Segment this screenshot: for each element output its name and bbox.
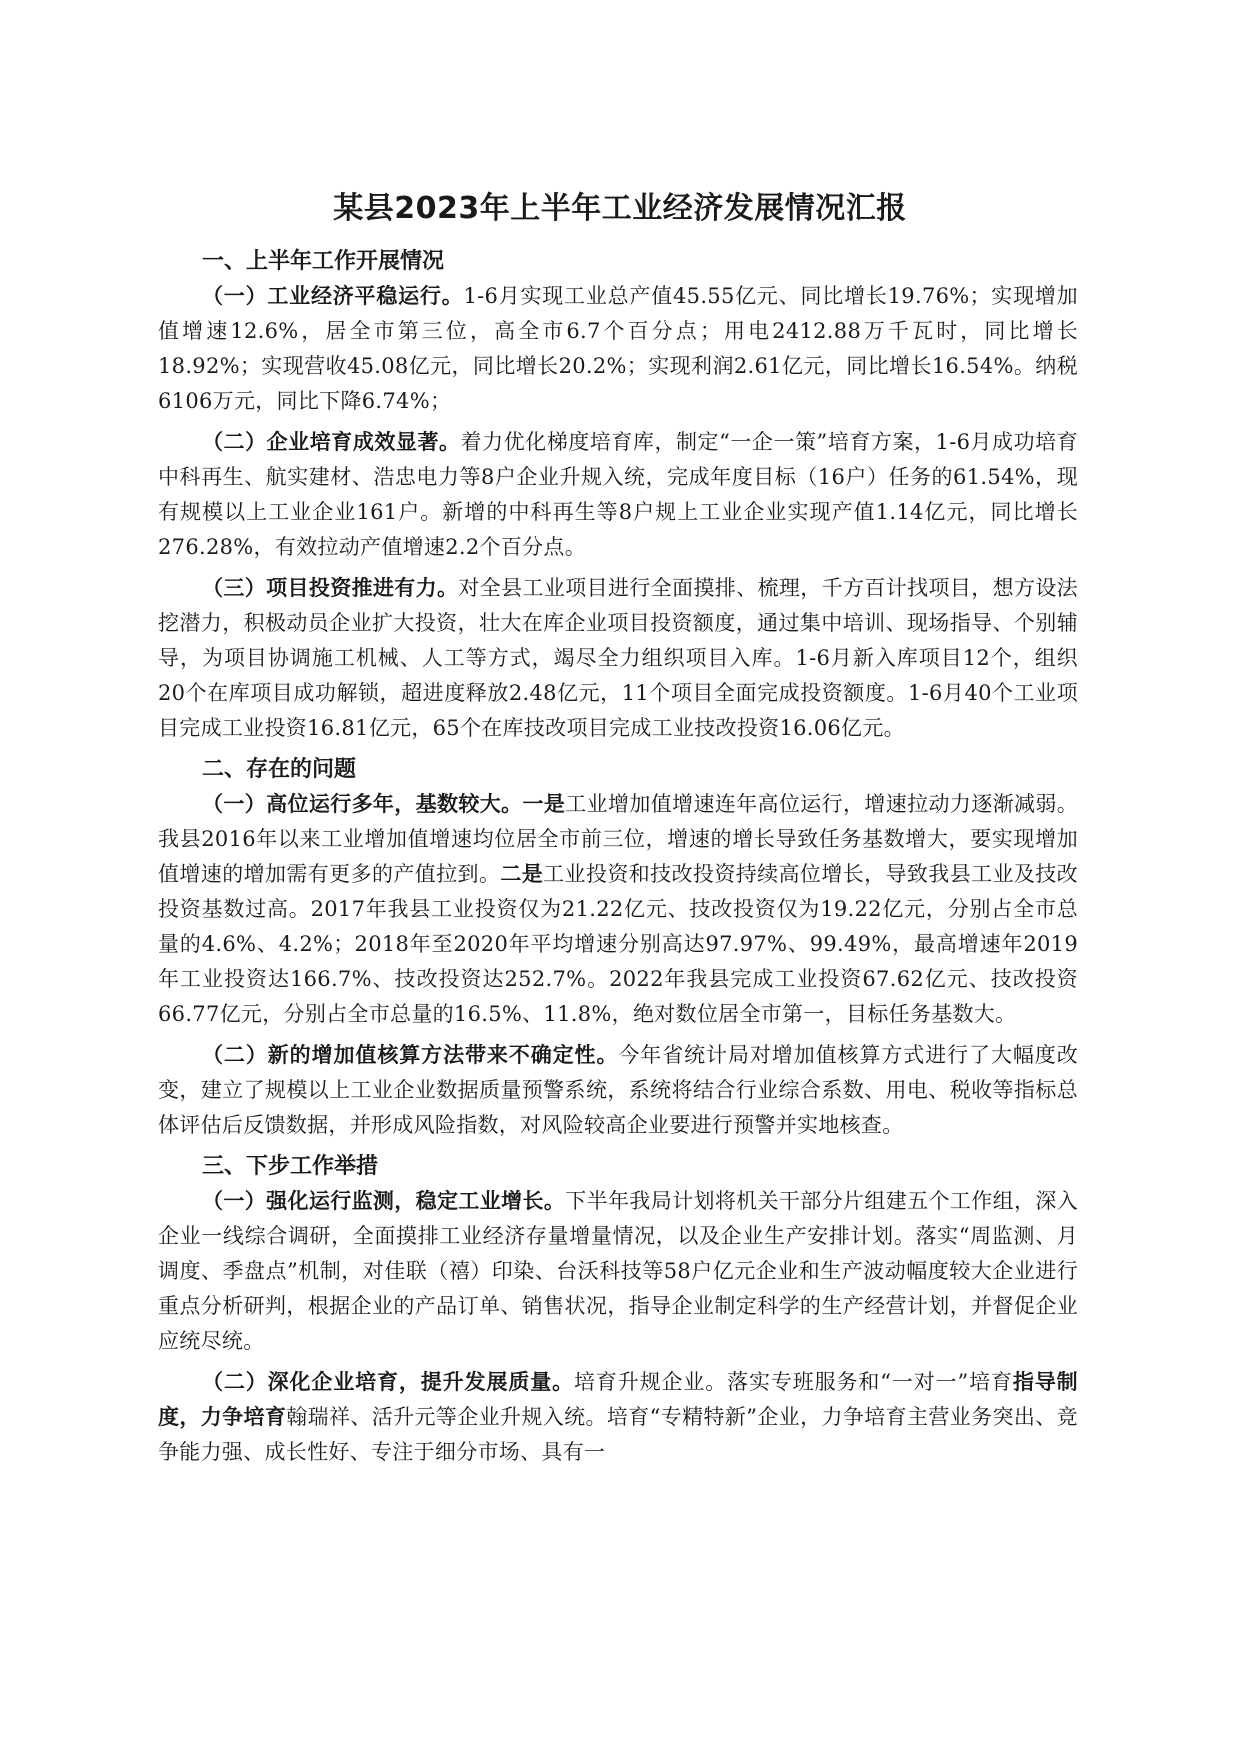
point-marker-second: 二是 <box>500 862 544 886</box>
paragraph-body: 工业投资和技改投资持续高位增长，导致我县工业及技改投资基数过高。2017年我县工业投资仅为21.22亿元、技改投资仅为19.22亿元，分别占全市总量的4.6%、4.2%；2018年至2020年平均增速分别高达97.97%、99.49%，最高增速年2019年工业投资达166.7%、技改投资达252.7%。2022年我县完成工业投资67.62亿元、技改投资66.77亿元，分别占全市总量的16.5%、11.8%，绝对数位居全市第一，目标任务基数大。 <box>158 862 1078 1026</box>
paragraph-body: 着力优化梯度培育库，制定“一企一策”培育方案，1-6月成功培育中科再生、航实建材、浩忠电力等8户企业升规入统，完成年度目标（16户）任务的61.54%，现有规模以上工业企业161户。新增的中科再生等8户规上工业企业实现产值1.14亿元，同比增长276.28%，有效拉动产值增速2.2个百分点。 <box>158 430 1078 559</box>
paragraph-lead: （一）工业经济平稳运行。 <box>202 284 464 308</box>
paragraph <box>158 1365 1078 1470</box>
document-body <box>158 244 1078 1476</box>
paragraph-body: 培育升规企业。落实专班服务和“一对一”培育 <box>573 1370 1013 1394</box>
paragraph-lead: （一）高位运行多年，基数较大。 <box>202 792 523 816</box>
paragraph <box>158 279 1078 419</box>
paragraph-lead: （二）新的增加值核算方法带来不确定性。 <box>202 1043 619 1067</box>
paragraph <box>158 1038 1078 1143</box>
paragraph-body: 对全县工业项目进行全面摸排、梳理，千方百计找项目，想方设法挖潜力，积极动员企业扩大投资，壮大在库企业项目投资额度，通过集中培训、现场指导、个别辅导，为项目协调施工机械、人工等方式，竭尽全力组织项目入库。1-6月新入库项目12个，组织20个在库项目成功解锁，超进度释放2.48亿元，11个项目全面完成投资额度。1-6月40个工业项目完成工业投资16.81亿元，65个在库技改项目完成工业技改投资16.06亿元。 <box>158 576 1078 740</box>
paragraph-body: 工业增加值增速连年高位运行，增速拉动力逐渐减弱。我县2016年以来工业增加值增速均位居全市前三位，增速的增长导致任务基数增大，要实现增加值增速的增加需有更多的产值拉到。 <box>158 792 1078 886</box>
paragraph <box>158 1184 1078 1359</box>
paragraph-lead: （一）强化运行监测，稳定工业增长。 <box>202 1189 566 1213</box>
paragraph-lead: （三）项目投资推进有力。 <box>202 576 459 600</box>
point-marker-first: 一是 <box>522 792 566 816</box>
paragraph-body: 今年省统计局对增加值核算方式进行了大幅度改变，建立了规模以上工业企业数据质量预警系统，系统将结合行业综合系数、用电、税收等指标总体评估后反馈数据，并形成风险指数，对风险较高企业要进行预警并实地核查。 <box>158 1043 1078 1137</box>
paragraph <box>158 425 1078 565</box>
paragraph-body: 下半年我局计划将机关干部分片组建五个工作组，深入企业一线综合调研，全面摸排工业经济存量增量情况，以及企业生产安排计划。落实“周监测、月调度、季盘点”机制，对佳联（禧）印染、台沃科技等58户亿元企业和生产波动幅度较大企业进行重点分析研判，根据企业的产品订单、销售状况，指导企业制定科学的生产经营计划，并督促企业应统尽统。 <box>158 1189 1078 1353</box>
paragraph <box>158 787 1078 1032</box>
section-heading-1: 一、上半年工作开展情况 <box>202 249 445 274</box>
paragraph <box>158 571 1078 746</box>
document-title: 某县2023年上半年工业经济发展情况汇报 <box>333 191 907 226</box>
paragraph-body: 翰瑞祥、活升元等企业升规入统。培育“专精特新”企业，力争培育主营业务突出、竞争能力强、成长性好、专注于细分市场、具有一 <box>158 1405 1078 1464</box>
section-heading-2: 二、存在的问题 <box>202 757 357 782</box>
paragraph-body: 1-6月实现工业总产值45.55亿元、同比增长19.76%；实现增加值增速12.6%，居全市第三位，高全市6.7个百分点；用电2412.88万千瓦时，同比增长18.92%；实现营收45.08亿元，同比增长20.2%；实现利润2.61亿元，同比增长16.54%。纳税6106万元，同比下降6.74%； <box>158 284 1078 413</box>
section-heading-3: 三、下步工作举措 <box>202 1154 379 1179</box>
paragraph-emphasis: 指导制度，力争培育 <box>158 1370 1078 1429</box>
paragraph-lead: （二）深化企业培育，提升发展质量。 <box>202 1370 574 1394</box>
paragraph-lead: （二）企业培育成效显著。 <box>202 430 461 454</box>
